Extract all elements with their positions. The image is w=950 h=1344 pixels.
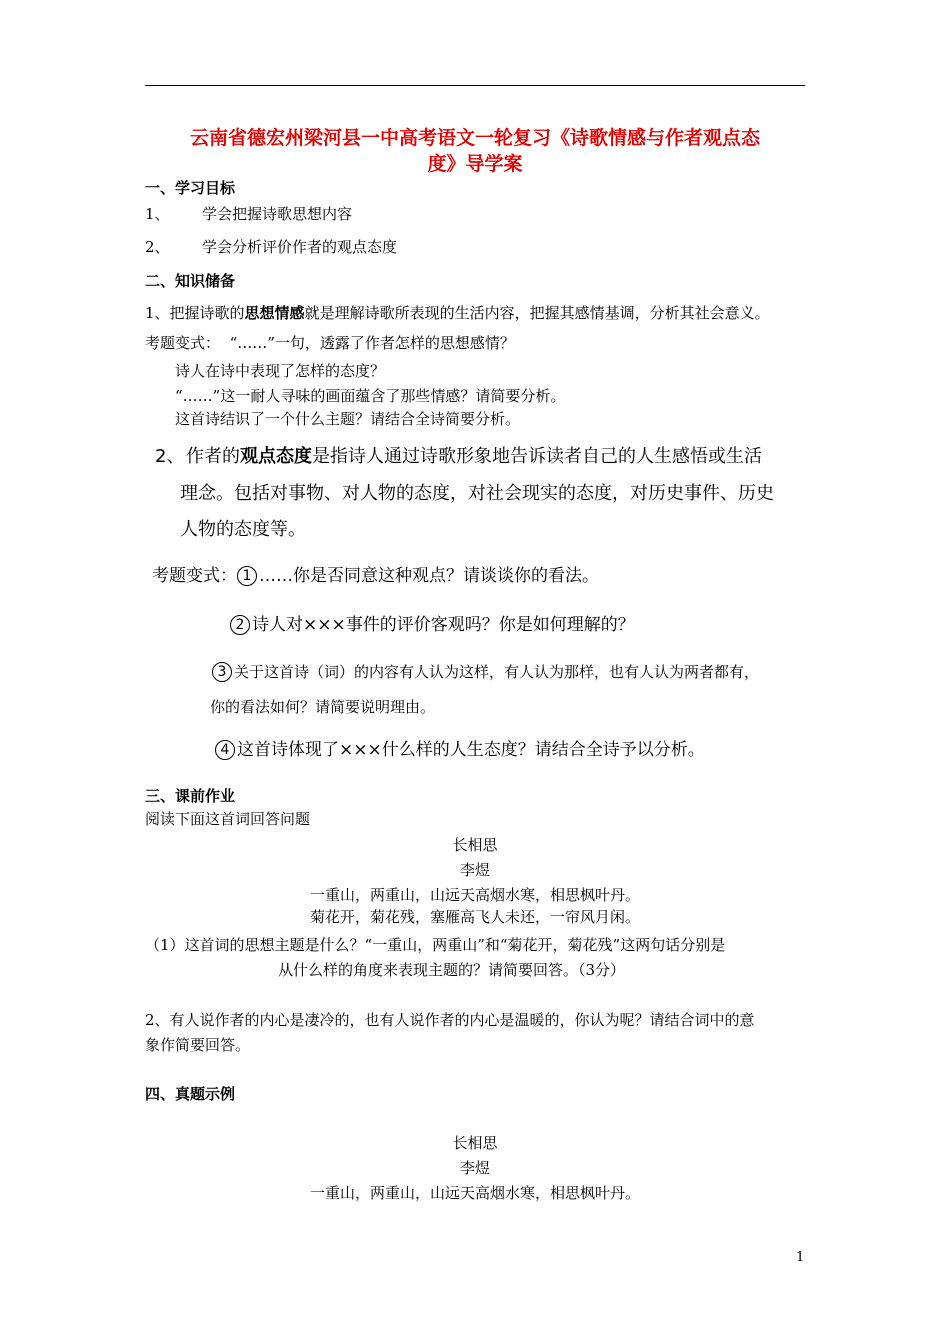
exam-variant-2: 诗人在诗中表现了怎样的态度？: [175, 362, 386, 380]
section-1-heading: 一、学习目标: [145, 179, 236, 197]
p2-suffix: 是指诗人通过诗歌形象地告诉读者自己的人生感悟或生活: [312, 446, 762, 467]
p2-prefix: 作者的: [186, 446, 240, 467]
attitude-variant-4: [215, 735, 705, 760]
attitude-variant-4-text: 这首诗体现了×××什么样的人生态度？请结合全诗予以分析。: [237, 740, 705, 760]
page-number: 1: [796, 1250, 805, 1265]
question-2-line-2: 象作简要回答。: [145, 1036, 251, 1054]
section-2-heading: 二、知识储备: [145, 272, 236, 290]
goal-1-text: 学会把握诗歌思想内容: [202, 205, 353, 223]
example-poem-line-1: 一重山，两重山，山远天高烟水寒，相思枫叶丹。: [309, 1184, 640, 1202]
attitude-variant-2: [230, 610, 635, 635]
question-1-line-2: 从什么样的角度来表现主题的？请简要回答。（3分）: [278, 961, 626, 979]
circled-number-4: 4: [215, 740, 235, 760]
attitude-variant-2-text: 诗人对×××事件的评价客观吗？你是如何理解的？: [252, 615, 635, 635]
example-poem-title: 长相思: [452, 1134, 498, 1152]
exam-variant-4: 这首诗结识了一个什么主题？请结合全诗简要分析。: [175, 410, 521, 428]
knowledge-paragraph-2-line-3: 人物的态度等。: [180, 519, 306, 540]
circled-number-2: 2: [230, 615, 250, 635]
title-line-2: 度》导学案: [427, 153, 523, 175]
p1-keyword: 思想情感: [244, 304, 305, 322]
title-line-1: 云南省德宏州梁河县一中高考语文一轮复习《诗歌情感与作者观点态: [189, 127, 760, 149]
p2-keyword: 观点态度: [240, 446, 312, 467]
attitude-variant-3-line-2: 你的看法如何？请简要说明理由。: [210, 698, 436, 716]
homework-intro: 阅读下面这首词回答问题: [145, 810, 311, 828]
exam-variant-label: 考题变式：: [145, 334, 221, 352]
p1-suffix: 就是理解诗歌所表现的生活内容，把握其感情基调，分析其社会意义。: [304, 304, 770, 322]
exam-variant-3: “……”这一耐人寻味的画面蕴含了那些情感？请简要分析。: [175, 387, 566, 405]
example-poem-author: 李煜: [459, 1159, 490, 1177]
section-3-heading: 三、课前作业: [145, 787, 236, 805]
circled-number-3: 3: [212, 662, 232, 682]
circled-number-1: 1: [237, 566, 257, 586]
p2-number: 2、: [155, 446, 185, 467]
question-2-line-1: 2、有人说作者的内心是凄冷的，也有人说作者的内心是温暖的，你认为呢？请结合词中的意: [145, 1011, 755, 1029]
poem-author: 李煜: [459, 861, 490, 879]
goal-2-text: 学会分析评价作者的观点态度: [202, 238, 398, 256]
attitude-variant-3-text: 关于这首诗（词）的内容有人认为这样，有人认为那样，也有人认为两者都有，: [234, 663, 760, 681]
section-4-heading: 四、真题示例: [145, 1085, 236, 1103]
attitude-variant-1-text: ……你是否同意这种观点？请谈谈你的看法。: [259, 566, 599, 586]
goal-1-number: 1、: [145, 205, 170, 223]
document-title: [140, 125, 810, 177]
exam-variant-1-text: “……”一句，透露了作者怎样的思想感情？: [229, 334, 515, 352]
header-rule: [145, 85, 805, 86]
poem-line-1: 一重山，两重山，山远天高烟水寒，相思枫叶丹。: [309, 886, 640, 904]
question-1-line-1: （1）这首词的思想主题是什么？“一重山，两重山”和“菊花开，菊花残”这两句话分别是: [145, 936, 726, 954]
poem-line-2: 菊花开，菊花残，塞雁高飞人未还，一帘风月闲。: [309, 908, 640, 926]
poem-title: 长相思: [452, 836, 498, 854]
attitude-variant-3-line-1: [212, 661, 759, 682]
knowledge-paragraph-2-line-1: [186, 442, 762, 468]
p1-prefix: 1、把握诗歌的: [145, 304, 245, 322]
knowledge-paragraph-1: [145, 302, 770, 323]
attitude-variant-1: [152, 561, 599, 586]
goal-2-number: 2、: [145, 238, 170, 256]
knowledge-paragraph-2-line-2: 理念。包括对事物、对人物的态度，对社会现实的态度，对历史事件、历史: [180, 483, 774, 504]
exam-variant-1: [145, 332, 515, 353]
attitude-variant-label: 考题变式：: [152, 566, 237, 586]
